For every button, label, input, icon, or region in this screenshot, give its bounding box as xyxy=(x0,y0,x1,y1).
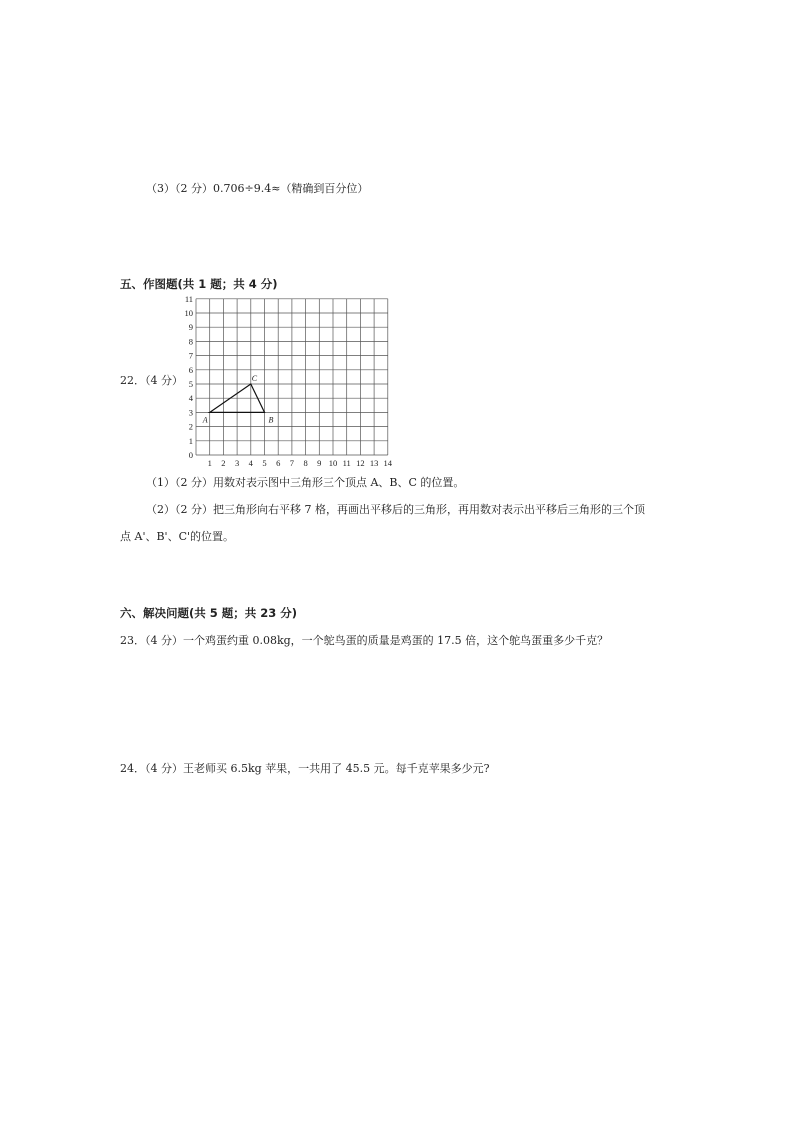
triangle-abc xyxy=(202,374,274,424)
y-tick-label: 9 xyxy=(188,322,193,333)
section6-title: 六、解决问题(共 5 题；共 23 分) xyxy=(120,606,298,620)
y-tick-label: 3 xyxy=(188,407,193,418)
y-tick-label: 8 xyxy=(188,336,193,347)
grid-lines xyxy=(196,299,388,455)
x-axis-ticks xyxy=(208,458,393,468)
q22-part2-line2: 点 A'、B'、C'的位置。 xyxy=(120,530,235,543)
q22-number: 22．（4 分） xyxy=(120,374,183,387)
x-tick-label: 12 xyxy=(356,458,365,468)
y-tick-label: 11 xyxy=(184,293,193,304)
x-tick-label: 6 xyxy=(276,458,281,468)
x-tick-label: 3 xyxy=(234,458,240,468)
x-tick-label: 10 xyxy=(328,458,338,468)
q22-part1: （1）（2 分）用数对表示图中三角形三个顶点 A、B、C 的位置。 xyxy=(146,476,465,489)
x-tick-label: 11 xyxy=(342,458,351,468)
y-tick-label: 5 xyxy=(188,379,193,389)
q22-part2-line1: （2）（2 分）把三角形向右平移 7 格，再画出平移后的三角形，再用数对表示出平移后三角形的三个顶 xyxy=(146,503,645,516)
x-tick-label: 8 xyxy=(303,458,308,468)
y-axis-ticks xyxy=(185,294,194,460)
y-tick-label: 1 xyxy=(188,435,193,446)
y-tick-label: 2 xyxy=(188,421,193,432)
q23-text: 23．（4 分）一个鸡蛋约重 0.08kg，一个鸵鸟蛋的质量是鸡蛋的 17.5 倍，这个鸵鸟蛋重多少千克？ xyxy=(120,634,609,647)
x-tick-label: 1 xyxy=(207,458,212,468)
y-tick-label: 0 xyxy=(188,450,193,460)
x-tick-label: 4 xyxy=(248,458,253,468)
q24-text: 24．（4 分）王老师买 6.5kg 苹果，一共用了 45.5 元。每千克苹果多少元? xyxy=(120,762,490,775)
vertex-label-c: C xyxy=(251,374,258,383)
coordinate-grid-figure xyxy=(178,292,398,470)
vertex-label-a: A xyxy=(202,415,208,425)
q21-part3: （3）（2 分）0.706÷9.4≈（精确到百分位） xyxy=(146,182,369,195)
x-tick-label: 14 xyxy=(383,458,393,468)
vertex-label-b: B xyxy=(268,415,274,425)
y-tick-label: 4 xyxy=(188,393,193,404)
x-tick-label: 5 xyxy=(262,458,267,468)
y-tick-label: 6 xyxy=(188,364,193,375)
y-tick-label: 7 xyxy=(188,350,193,361)
x-tick-label: 7 xyxy=(289,458,295,468)
section5-title: 五、作图题(共 1 题；共 4 分) xyxy=(120,277,278,291)
x-tick-label: 2 xyxy=(221,458,226,468)
x-tick-label: 13 xyxy=(369,458,379,468)
y-tick-label: 10 xyxy=(184,308,193,318)
x-tick-label: 9 xyxy=(317,458,322,468)
